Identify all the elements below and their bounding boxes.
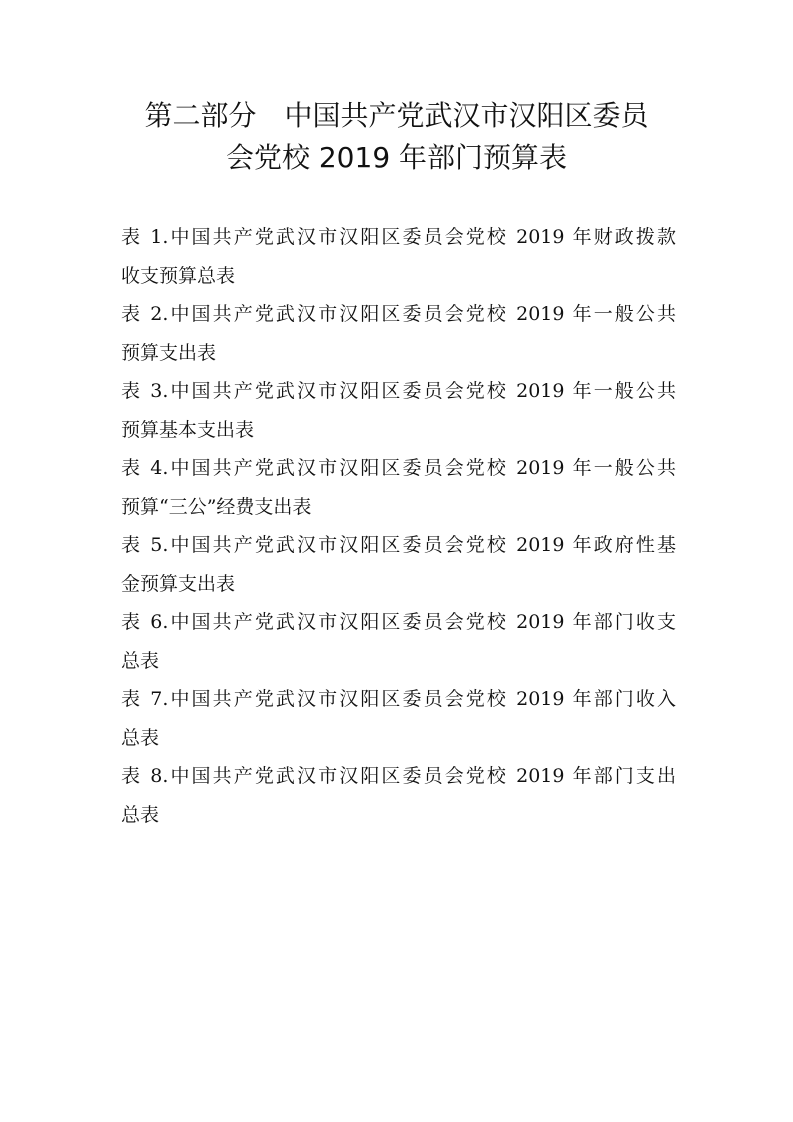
table-list-item-line2: 总表 <box>121 726 160 749</box>
document-title-line1: 第二部分 中国共产党武汉市汉阳区委员 <box>144 99 649 132</box>
table-list-item-7 <box>121 680 676 757</box>
table-list <box>121 218 676 834</box>
table-list-item-line1: 表 5.中国共产党武汉市汉阳区委员会党校 2019 年政府性基 <box>121 534 676 556</box>
table-list-item-line2: 总表 <box>121 803 160 826</box>
document-title-line2: 会党校 2019 年部门预算表 <box>225 141 568 174</box>
table-list-item-5 <box>121 526 676 603</box>
table-list-item-2 <box>121 295 676 372</box>
table-list-item-line2: 总表 <box>121 649 160 672</box>
table-list-item-3 <box>121 372 676 449</box>
table-list-item-8 <box>121 757 676 834</box>
table-list-item-line1: 表 7.中国共产党武汉市汉阳区委员会党校 2019 年部门收入 <box>121 688 676 710</box>
table-list-item-1 <box>121 218 676 295</box>
table-list-item-line2: 收支预算总表 <box>121 264 236 287</box>
table-list-item-line1: 表 3.中国共产党武汉市汉阳区委员会党校 2019 年一般公共 <box>121 380 676 402</box>
table-list-item-line1: 表 2.中国共产党武汉市汉阳区委员会党校 2019 年一般公共 <box>121 303 676 325</box>
table-list-item-line2: 预算支出表 <box>121 341 217 364</box>
table-list-item-line1: 表 6.中国共产党武汉市汉阳区委员会党校 2019 年部门收支 <box>121 611 676 633</box>
table-list-item-4 <box>121 449 676 526</box>
table-list-item-line2: 预算“三公”经费支出表 <box>121 495 312 518</box>
table-list-item-line1: 表 1.中国共产党武汉市汉阳区委员会党校 2019 年财政拨款 <box>121 226 676 248</box>
table-list-item-line1: 表 8.中国共产党武汉市汉阳区委员会党校 2019 年部门支出 <box>121 765 676 787</box>
table-list-item-line2: 金预算支出表 <box>121 572 236 595</box>
table-list-item-6 <box>121 603 676 680</box>
table-list-item-line1: 表 4.中国共产党武汉市汉阳区委员会党校 2019 年一般公共 <box>121 457 676 479</box>
table-list-item-line2: 预算基本支出表 <box>121 418 255 441</box>
